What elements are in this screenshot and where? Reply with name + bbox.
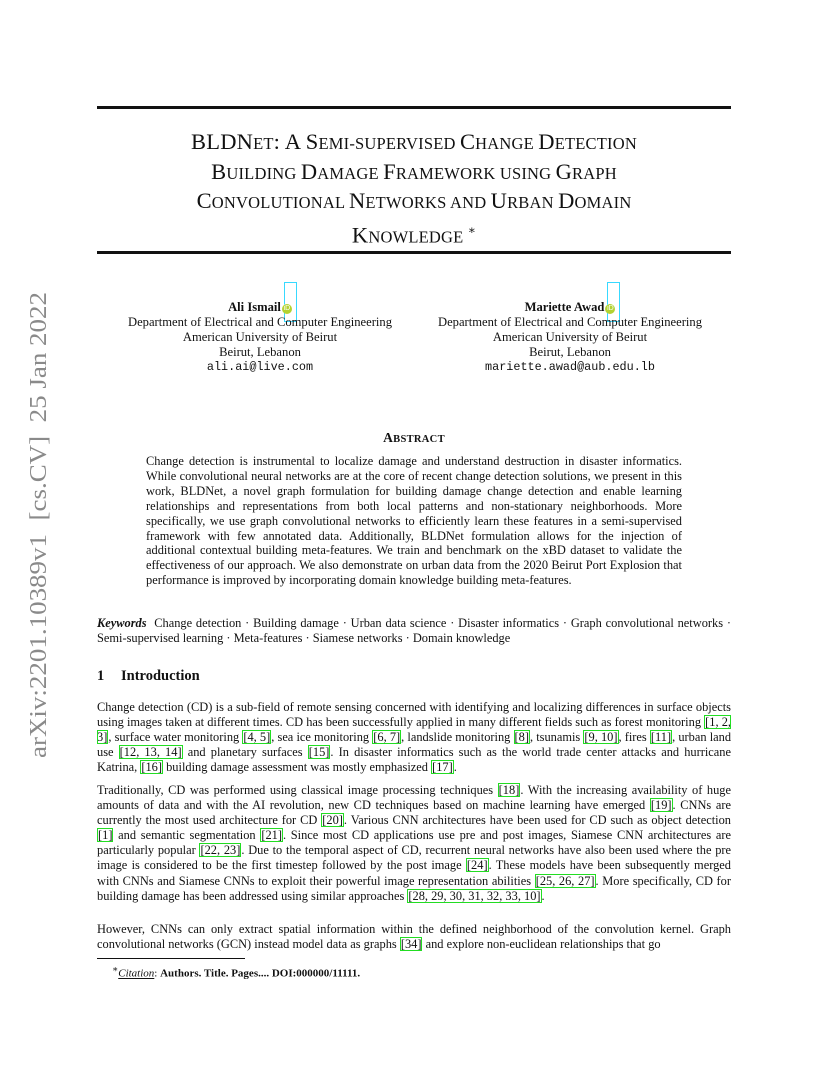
paragraph-text: . Due to the temporal aspect of CD, recurrent neural networks have also been used where the pre image is considered to be the first timestep followed by the post image (97, 843, 732, 873)
keywords (97, 616, 731, 646)
title-bottom-rule (97, 251, 731, 254)
paragraph-text: . In disaster informatics such as the world trade center attacks and hurricane Katrina, (97, 745, 732, 775)
citation-link[interactable]: [1, 2, 3] (97, 715, 731, 745)
author-block-1 (110, 300, 410, 375)
paragraph-text: Traditionally, CD was performed using classical image processing techniques (97, 783, 498, 797)
citation-link[interactable]: [6, 7] (373, 730, 401, 745)
citation-link[interactable]: [19] (650, 798, 672, 813)
paragraph-text: , fires (618, 730, 650, 745)
paragraph-text: , tsunamis (529, 730, 584, 745)
citation-link[interactable]: [25, 26, 27] (535, 873, 595, 888)
paragraph-text: . More specifically, CD for building damage has been addressed using similar approaches (97, 873, 731, 903)
author-city: Beirut, Lebanon (219, 345, 301, 359)
paragraph-text: . Various CNN architectures have been used for CD such as object detection (343, 813, 731, 828)
paragraph-text: , sea ice monitoring (271, 730, 373, 745)
citation-link[interactable]: [28, 29, 30, 31, 32, 33, 10] (408, 888, 541, 903)
paragraph-text: . Since most CD applications use pre and post images, Siamese CNN architectures are particularly popular (97, 828, 731, 858)
citation-link[interactable]: [24] (466, 858, 488, 873)
orcid-icon[interactable]: iD (607, 305, 614, 312)
title-footnote-mark: ∗ (467, 222, 477, 237)
paragraph-text: , surface water monitoring (108, 730, 243, 745)
paragraph-text: However, CNNs can only extract spatial information within the defined neighborhood of the convolution kernel. Graph convolutional networks (GCN) instead model data as graphs (97, 922, 731, 952)
paper-title: BLDNET: A SEMI-SUPERVISED CHANGE DETECTION BUILDING DAMAGE FRAMEWORK USING GRAPH CONVOLUTIONAL NETWORKS AND URBAN DOMAIN KNOWLEDGE ∗ (191, 129, 637, 247)
keywords-text: Change detection · Building damage · Urban data science · Disaster informatics · Graph convolutional networks · Semi-supervised learning · Meta-features · Siamese networks · Domain knowledge (97, 616, 731, 645)
citation-link[interactable]: [12, 13, 14] (119, 745, 182, 760)
section-heading: 1 Introduction (97, 668, 200, 684)
citation-link[interactable]: [20] (322, 813, 343, 828)
author-name: Mariette Awad (524, 300, 605, 314)
abstract-text: Change detection is instrumental to localize damage and understand destruction in disaster informatics. While convolutional neural networks are at the core of recent change detection solutions, we present in this work, BLDNet, a novel graph formulation for building damage change detection and enable learning relationships and representations from both local patterns and non-stationary neighborhoods. More specifically, we use graph convolutional networks to efficiently learn these features in a semi-supervised framework with few annotated data. Additionally, BLDNet formulation allows for the injection of additional contextual building meta-features. We train and benchmark on the xBD dataset to validate the effectiveness of our approach. We also demonstrate on urban data from the 2020 Beirut Port Explosion that performance is improved by incorporating domain knowledge building meta-features. (146, 454, 682, 588)
footnote-rule (97, 958, 245, 959)
author-block-2 (420, 300, 720, 375)
footnote: ∗Citation: Authors. Title. Pages.... DOI:000000/11111. (112, 964, 361, 980)
author-university: American University of Beirut (492, 330, 648, 344)
author-email[interactable]: mariette.awad@aub.edu.lb (485, 360, 655, 374)
citation-link[interactable]: [22, 23] (200, 843, 241, 858)
paragraph-text: and semantic segmentation (113, 828, 261, 843)
paragraph-text: , urban land use (97, 730, 732, 760)
paragraph-text: , landslide monitoring (401, 730, 514, 745)
citation-link[interactable]: [1] (98, 828, 113, 843)
citation-link[interactable]: [9, 10] (584, 730, 618, 745)
citation-link[interactable]: [17] (432, 760, 453, 775)
citation-link[interactable]: [15] (308, 745, 330, 760)
author-department: Department of Electrical and Computer Engineering (127, 315, 393, 329)
citation-link[interactable]: [8] (514, 730, 529, 745)
author-city: Beirut, Lebanon (529, 345, 611, 359)
paragraph-text: and planetary surfaces (182, 745, 308, 760)
citation-link[interactable]: [21] (261, 828, 282, 843)
citation-link[interactable]: [18] (498, 783, 520, 797)
author-university: American University of Beirut (182, 330, 338, 344)
paragraph-text: . CNNs are currently the most used architecture for CD (97, 798, 731, 828)
paragraph-text: Change detection (CD) is a sub-field of remote sensing concerned with identifying and localizing differences in surface objects using images taken at different times. CD has been successfully applied in many different fields such as forest monitoring (97, 700, 731, 730)
citation-link[interactable]: Citation (118, 967, 155, 980)
author-email[interactable]: ali.ai@live.com (206, 360, 314, 374)
citation-link[interactable]: [34] (400, 937, 422, 952)
citation-link[interactable]: [4, 5] (243, 730, 271, 745)
citation-link[interactable]: [11] (650, 730, 672, 745)
orcid-icon[interactable]: iD (283, 305, 291, 312)
paragraph-text: . With the increasing availability of huge amounts of data and with the AI revolution, new CD techniques based on machine learning have emerged (97, 783, 731, 813)
paragraph (97, 783, 731, 904)
title-top-rule (97, 106, 731, 109)
paragraph (97, 922, 731, 952)
author-name: Ali Ismail (228, 300, 281, 314)
paragraph (97, 700, 731, 775)
author-department: Department of Electrical and Computer Engineering (437, 315, 703, 329)
paragraph-text: building damage assessment was mostly emphasized (163, 760, 432, 775)
paragraph-text: and explore non-euclidean relationships that go (422, 937, 661, 952)
abstract-heading: ABSTRACT (383, 430, 445, 445)
arxiv-stamp-text: arXiv:2201.10389v1 [cs.CV] 25 Jan 2022 (25, 334, 52, 758)
keywords-label: Keywords (97, 616, 147, 630)
citation-link[interactable]: [16] (141, 760, 163, 775)
arxiv-stamp (12, 290, 54, 760)
paragraph-text: . (541, 888, 545, 903)
paragraph-text: . These models have been subsequently merged with CNNs and Siamese CNNs to exploit their powerful image representation abilities (97, 858, 731, 888)
paragraph-text: . (453, 760, 457, 775)
